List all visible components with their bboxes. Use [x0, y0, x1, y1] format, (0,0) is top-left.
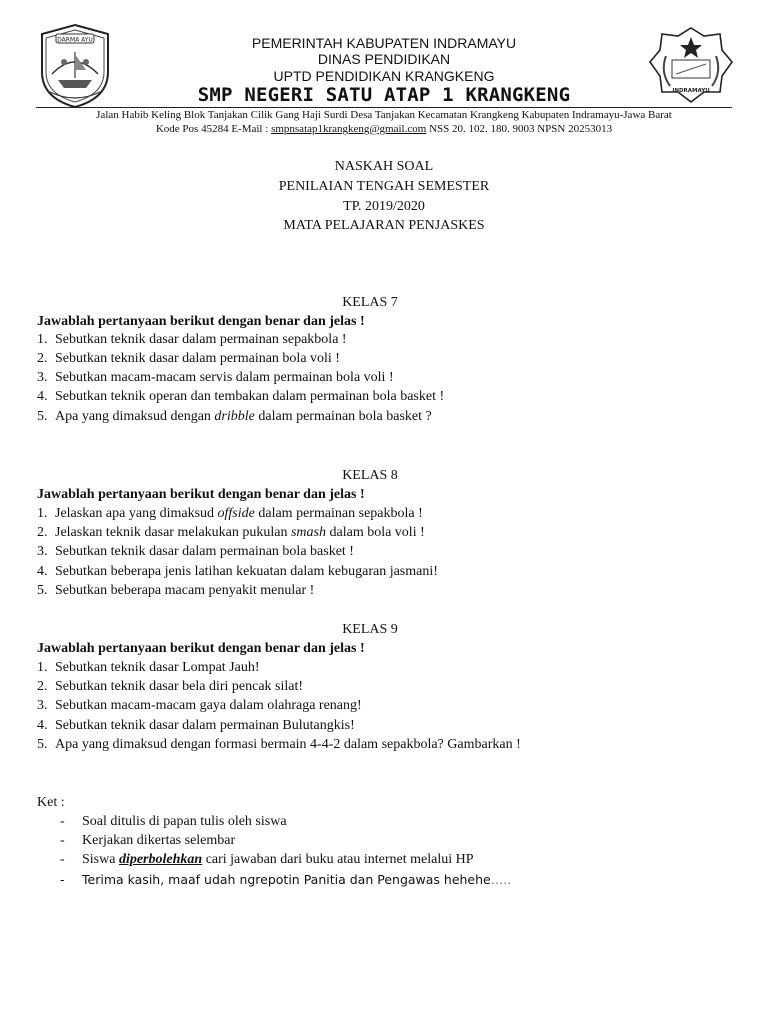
note-text: Soal ditulis di papan tulis oleh siswa [82, 814, 287, 829]
question-number: 4. [37, 718, 48, 733]
nss-npsn-text: NSS 20. 102. 180. 9003 NPSN 20253013 [426, 123, 613, 135]
note-item-1 [60, 813, 287, 831]
question-text: dalam permainan sepakbola ! [254, 506, 423, 521]
note-dash: - [60, 814, 65, 829]
note-dash: - [60, 852, 65, 867]
question-text: Sebutkan teknik dasar dalam permainan sepakbola ! [55, 332, 347, 347]
question-text: Apa yang dimaksud dengan formasi bermain 4-4-2 dalam sepakbola? Gambarkan ! [55, 737, 521, 752]
question-text: Sebutkan macam-macam gaya dalam olahraga renang! [55, 698, 362, 713]
question-term-italic: dribble [214, 409, 255, 424]
school-name: SMP NEGERI SATU ATAP 1 KRANGKENG [197, 84, 571, 106]
letterhead [0, 0, 768, 140]
notes-label: Ket : [37, 795, 65, 810]
kelas9-question-5 [37, 736, 521, 754]
header-uptd: UPTD PENDIDIKAN KRANGKENG [273, 68, 495, 84]
kelas9-question-3 [37, 697, 362, 715]
kelas7-question-5 [37, 408, 432, 426]
question-text: dalam bola voli ! [326, 525, 425, 540]
kelas8-question-5 [37, 582, 314, 600]
header-government: PEMERINTAH KABUPATEN INDRAMAYU [251, 35, 517, 51]
note-dash: - [60, 833, 65, 848]
postal-code-text: Kode Pos 45284 E-Mail : [155, 123, 272, 135]
question-text: Sebutkan teknik dasar Lompat Jauh! [55, 660, 260, 675]
question-number: 3. [37, 698, 48, 713]
question-number: 4. [37, 389, 48, 404]
kelas7-instruction: Jawablah pertanyaan berikut dengan benar dan jelas ! [37, 314, 365, 329]
kelas9-question-1 [37, 659, 260, 677]
question-number: 4. [37, 564, 48, 579]
kelas7-question-2 [37, 350, 340, 368]
email-link[interactable]: smpnsatap1krangkeng@gmail.com [271, 123, 427, 135]
note-text: cari jawaban dari buku atau internet melalui HP [202, 852, 474, 867]
question-number: 2. [37, 525, 48, 540]
question-number: 3. [37, 370, 48, 385]
question-number: 1. [37, 332, 48, 347]
question-number: 1. [37, 660, 48, 675]
kelas8-question-1 [37, 505, 423, 523]
note-dash: - [60, 872, 65, 887]
question-number: 2. [37, 679, 48, 694]
question-number: 5. [37, 583, 48, 598]
kelas9-heading: KELAS 9 [342, 622, 398, 637]
question-term-italic: smash [290, 525, 326, 540]
kelas7-question-3 [37, 369, 394, 387]
question-number: 1. [37, 506, 48, 521]
doc-title-line1: NASKAH SOAL [334, 159, 434, 174]
note-item-4 [60, 871, 511, 889]
kelas8-instruction: Jawablah pertanyaan berikut dengan benar dan jelas ! [37, 487, 365, 502]
header-department: DINAS PENDIDIKAN [317, 51, 451, 67]
question-text: Sebutkan teknik dasar dalam permainan Bulutangkis! [55, 718, 355, 733]
question-text: Sebutkan teknik dasar dalam permainan bola voli ! [55, 351, 340, 366]
question-number: 3. [37, 544, 48, 559]
question-text: Sebutkan macam-macam servis dalam permainan bola voli ! [55, 370, 394, 385]
logo-left-text: DARMA AYU [57, 36, 93, 44]
kelas8-heading: KELAS 8 [342, 468, 398, 483]
question-number: 5. [37, 409, 48, 424]
school-contact [0, 122, 768, 136]
logo-right-text: INDRAMAYU [672, 88, 710, 94]
question-text: Sebutkan teknik dasar bela diri pencak silat! [55, 679, 304, 694]
question-term-italic: offside [217, 506, 255, 521]
school-emblem-icon [648, 26, 734, 104]
note-item-2 [60, 832, 235, 850]
question-text: dalam permainan bola basket ? [254, 409, 432, 424]
kelas9-instruction: Jawablah pertanyaan berikut dengan benar dan jelas ! [37, 641, 365, 656]
question-text: Sebutkan beberapa jenis latihan kekuatan dalam kebugaran jasmani! [55, 564, 438, 579]
question-text: Jelaskan apa yang dimaksud [55, 506, 218, 521]
doc-title-line4: MATA PELAJARAN PENJASKES [283, 218, 485, 233]
question-text: Sebutkan teknik dasar dalam permainan bola basket ! [55, 544, 354, 559]
kelas8-question-4 [37, 563, 438, 581]
question-text: Sebutkan beberapa macam penyakit menular ! [55, 583, 315, 598]
doc-title-line3: TP. 2019/2020 [343, 199, 425, 214]
note-emphasis: diperbolehkan [118, 852, 203, 867]
question-text: Jelaskan teknik dasar melakukan pukulan [55, 525, 291, 540]
note-text: Kerjakan dikertas selembar [82, 833, 236, 848]
school-address: Jalan Habib Keling Blok Tanjakan Cilik Gang Haji Surdi Desa Tanjakan Kecamatan Krangkeng Kabupaten Indramayu-Jawa Barat [96, 109, 672, 121]
note-text: Terima kasih, maaf udah ngrepotin Panitia dan Pengawas hehehe [82, 872, 491, 887]
kelas7-question-4 [37, 388, 444, 406]
kelas9-question-4 [37, 717, 355, 735]
kelas8-question-2 [37, 524, 425, 542]
kelas7-heading: KELAS 7 [342, 295, 398, 310]
kelas9-question-2 [37, 678, 303, 696]
note-item-3 [60, 851, 474, 869]
doc-title-line2: PENILAIAN TENGAH SEMESTER [278, 179, 490, 194]
question-text: Sebutkan teknik operan dan tembakan dalam permainan bola basket ! [55, 389, 445, 404]
question-number: 2. [37, 351, 48, 366]
note-text: Siswa [82, 852, 119, 867]
note-ellipsis: ….. [490, 872, 512, 887]
question-text: Apa yang dimaksud dengan [55, 409, 215, 424]
question-number: 5. [37, 737, 48, 752]
kelas7-question-1 [37, 331, 347, 349]
kelas8-question-3 [37, 543, 354, 561]
